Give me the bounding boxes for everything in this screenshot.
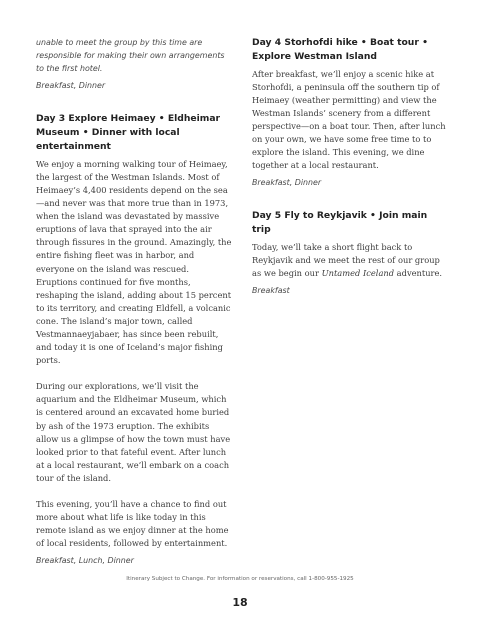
day5-text-end: adventure.: [394, 268, 443, 279]
intro-meals: Breakfast, Dinner: [36, 81, 106, 91]
left-column: [36, 36, 232, 567]
day5-paragraph: [252, 241, 448, 280]
day4-heading: Day 4 Storhofdi hike • Boat tour • Explore Westman Island: [252, 37, 428, 62]
day5-heading: Day 5 Fly to Reykjavik • Join main trip: [252, 210, 428, 236]
page-number: 18: [232, 596, 248, 609]
footer-contact-note: Itinerary Subject to Change. For information or reservations, call 1-800-955-1925: [126, 576, 354, 582]
day5-text-start: Today, we’ll take a short flight back to Reykjavik and we meet the rest of our group as we begin our: [252, 242, 440, 279]
day3-section: [36, 112, 232, 567]
day3-paragraph-1: We enjoy a morning walking tour of Heimaey, the largest of the Westman Islands. Most of Heimaey’s 4,400 residents depend on the sea—and never was that more true than in 1973, when the island was devastated by massive eruptions of lava that sprayed into the air through fissures in the ground. Amazingly, the entire fishing fleet was in harbor, and everyone on the island was rescued. Eruptions continued for five months, reshaping the island, adding about 15 percent to its territory, and creating Eldfell, a volcanic cone. The island’s major town, called Vestmannaeyjabaer, has since been rebuilt, and today it is one of Iceland’s major fishing ports.: [36, 158, 232, 366]
day4-meals: Breakfast, Dinner: [252, 178, 322, 188]
right-column: [252, 36, 448, 297]
day5-trip-name: Untamed Iceland: [321, 268, 395, 279]
day5-section: [252, 209, 448, 297]
day3-paragraph-2: During our explorations, we’ll visit the aquarium and the Eldheimar Museum, which is centered around an excavated home buried by ash of the 1973 eruption. The exhibits allow us a glimpse of how the town must have looked prior to that fateful event. After lunch at a local restaurant, we’ll embark on a coach tour of the island.: [36, 381, 231, 483]
day4-section: [252, 36, 448, 189]
day3-paragraph-3: This evening, you’ll have a chance to find out more about what life is like today in this remote island as we enjoy dinner at the home of local residents, followed by entertainment.: [36, 499, 229, 549]
day5-meals: Breakfast: [252, 286, 290, 296]
intro-note: unable to meet the group by this time are responsible for making their own arrangements to the first hotel.: [36, 38, 225, 74]
day3-heading: Day 3 Explore Heimaey • Eldheimar Museum • Dinner with local entertainment: [36, 113, 221, 152]
day4-paragraph: After breakfast, we’ll enjoy a scenic hike at Storhofdi, a peninsula off the southern tip of Heimaey (weather permitting) and view the Westman Islands’ scenery from a different perspective—on a boat tour. Then, after lunch on your own, we have some free time to to explore the island. This evening, we dine together at a local restaurant.: [252, 68, 446, 171]
day3-meals: Breakfast, Lunch, Dinner: [36, 556, 134, 566]
